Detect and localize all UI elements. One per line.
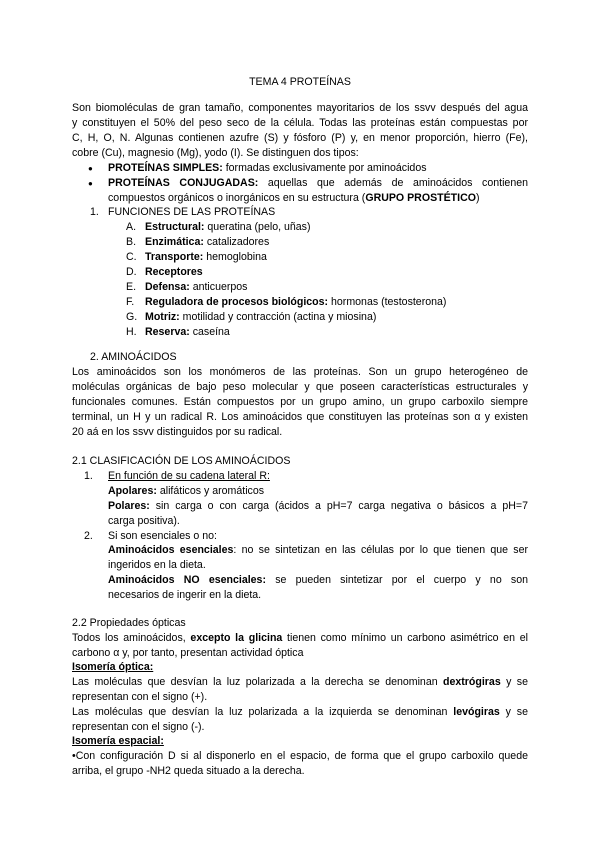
functions-number: 1.: [90, 206, 99, 218]
function-item-label: Estructural:: [145, 221, 205, 233]
nonessential-line-1: Aminoácidos NO esenciales: se pueden sintetizar por el cuerpo y no son: [108, 574, 529, 586]
intro-line-4: cobre (Cu), magnesio (Mg), yodo (I). Se distinguen dos tipos:: [72, 147, 359, 159]
function-item-text: hemoglobina: [203, 251, 267, 263]
aminoacids-line-3: funcionales comunes. Están compuestos por un grupo amino, un grupo carboxilo siempre: [72, 396, 528, 408]
dextro-line-2: representan con el signo (+).: [72, 691, 208, 703]
bullet-conjugated-proteins: ● PROTEÍNAS CONJUGADAS: aquellas que además de aminoácidos contienen: [108, 176, 528, 191]
function-item-text: hormonas (testosterona): [328, 296, 447, 308]
function-item-text: queratina (pelo, uñas): [204, 221, 311, 233]
function-item-letter: A.: [126, 221, 137, 233]
function-item-letter: F.: [126, 296, 135, 308]
function-item-label: Reguladora de procesos biológicos:: [145, 296, 329, 308]
aminoacids-line-5: 20 aá en los ssvv distinguidos por su radical.: [72, 426, 283, 438]
function-item-label: Transporte:: [145, 251, 204, 263]
function-item: [145, 235, 269, 250]
aminoacids-line-2: moléculas orgánicas de bajo peso molecular y que poseen características estructurales y: [72, 381, 528, 393]
function-item-label: Enzimática:: [145, 236, 204, 248]
function-item-label: Reserva:: [145, 326, 190, 338]
intro-line-3: C, H, O, N. Algunas contienen azufre (S) y fósforo (P) y, en menor proporción, hierro (Fe),: [72, 132, 528, 144]
function-item-text: caseína: [189, 326, 230, 338]
page-title: TEMA 4 PROTEÍNAS: [249, 76, 351, 88]
function-item: [145, 250, 267, 265]
function-item-letter: C.: [126, 251, 137, 263]
optical-heading: 2.2 Propiedades ópticas: [72, 617, 186, 629]
spatial-isomerism-heading: Isomería espacial:: [72, 735, 164, 747]
function-item: [145, 265, 203, 280]
classification-heading: 2.1 CLASIFICACIÓN DE LOS AMINOÁCIDOS: [72, 455, 291, 467]
function-item: [145, 295, 446, 310]
optical-isomerism-heading: Isomería óptica:: [72, 661, 154, 673]
function-item-label: Defensa:: [145, 281, 190, 293]
optical-line-2: carbono α y, por tanto, presentan actividad óptica: [72, 647, 304, 659]
function-item: [145, 280, 247, 295]
essential-line-1: Aminoácidos esenciales: no se sintetizan en las células por lo que tienen que ser: [108, 544, 529, 556]
class-2-title: Si son esenciales o no:: [108, 530, 217, 542]
intro-line-1: Son biomoléculas de gran tamaño, componentes mayoritarios de los ssvv después del agua: [72, 102, 528, 114]
polar-line-2: carga positiva).: [108, 515, 180, 527]
class-2-number: 2.: [84, 530, 93, 542]
spatial-line-2: arriba, el grupo -NH2 queda situado a la derecha.: [72, 765, 305, 777]
function-item-letter: H.: [126, 326, 137, 338]
function-item-text: motilidad y contracción (actina y miosina): [179, 311, 377, 323]
function-item-text: catalizadores: [203, 236, 270, 248]
function-item: [145, 325, 230, 340]
functions-heading: FUNCIONES DE LAS PROTEÍNAS: [108, 206, 276, 218]
levo-line-2: representan con el signo (-).: [72, 721, 205, 733]
function-item-letter: B.: [126, 236, 137, 248]
intro-line-2: y constituyen el 50% del peso seco de la célula. Todas las proteínas están compuestas por: [72, 117, 528, 129]
essential-line-2: ingeridos en la dieta.: [108, 559, 206, 571]
function-item-letter: G.: [126, 311, 138, 323]
function-item-letter: E.: [126, 281, 137, 293]
levo-line-1: Las moléculas que desvían la luz polarizada a la izquierda se denominan levógiras y se: [72, 706, 528, 718]
aminoacids-line-1: Los aminoácidos son los monómeros de las proteínas. Son un grupo heterogéneo de: [72, 366, 528, 378]
function-item-label: Motriz:: [145, 311, 180, 323]
class-1-number: 1.: [84, 470, 93, 482]
optical-line-1: Todos los aminoácidos, excepto la glicina tienen como mínimo un carbono asimétrico en el: [72, 632, 528, 644]
nonessential-line-2: necesarios de ingerir en la dieta.: [108, 589, 262, 601]
function-item-text: anticuerpos: [189, 281, 248, 293]
function-item: [145, 310, 376, 325]
function-item-letter: D.: [126, 266, 137, 278]
class-1-title: En función de su cadena lateral R:: [108, 470, 270, 482]
function-item-label: Receptores: [145, 266, 203, 278]
conjugated-line-2: compuestos orgánicos o inorgánicos en su estructura (GRUPO PROSTÉTICO): [108, 192, 480, 204]
bullet-simple-proteins: ● PROTEÍNAS SIMPLES: formadas exclusivamente por aminoácidos: [108, 161, 427, 176]
function-item: [145, 220, 310, 235]
apolar-line: Apolares: alifáticos y aromáticos: [108, 485, 265, 497]
polar-line-1: Polares: sin carga o con carga (ácidos a pH=7 carga negativa o básicos a pH=7: [108, 500, 528, 512]
aminoacids-line-4: terminal, un H y un radical R. Los aminoácidos que constituyen las proteínas son α y existen: [72, 411, 528, 423]
aminoacids-heading: 2. AMINOÁCIDOS: [90, 351, 177, 363]
dextro-line-1: Las moléculas que desvían la luz polarizada a la derecha se denominan dextrógiras y se: [72, 676, 528, 688]
spatial-line-1: •Con configuración D si al disponerlo en el espacio, de forma que el grupo carboxilo quede: [72, 750, 528, 762]
